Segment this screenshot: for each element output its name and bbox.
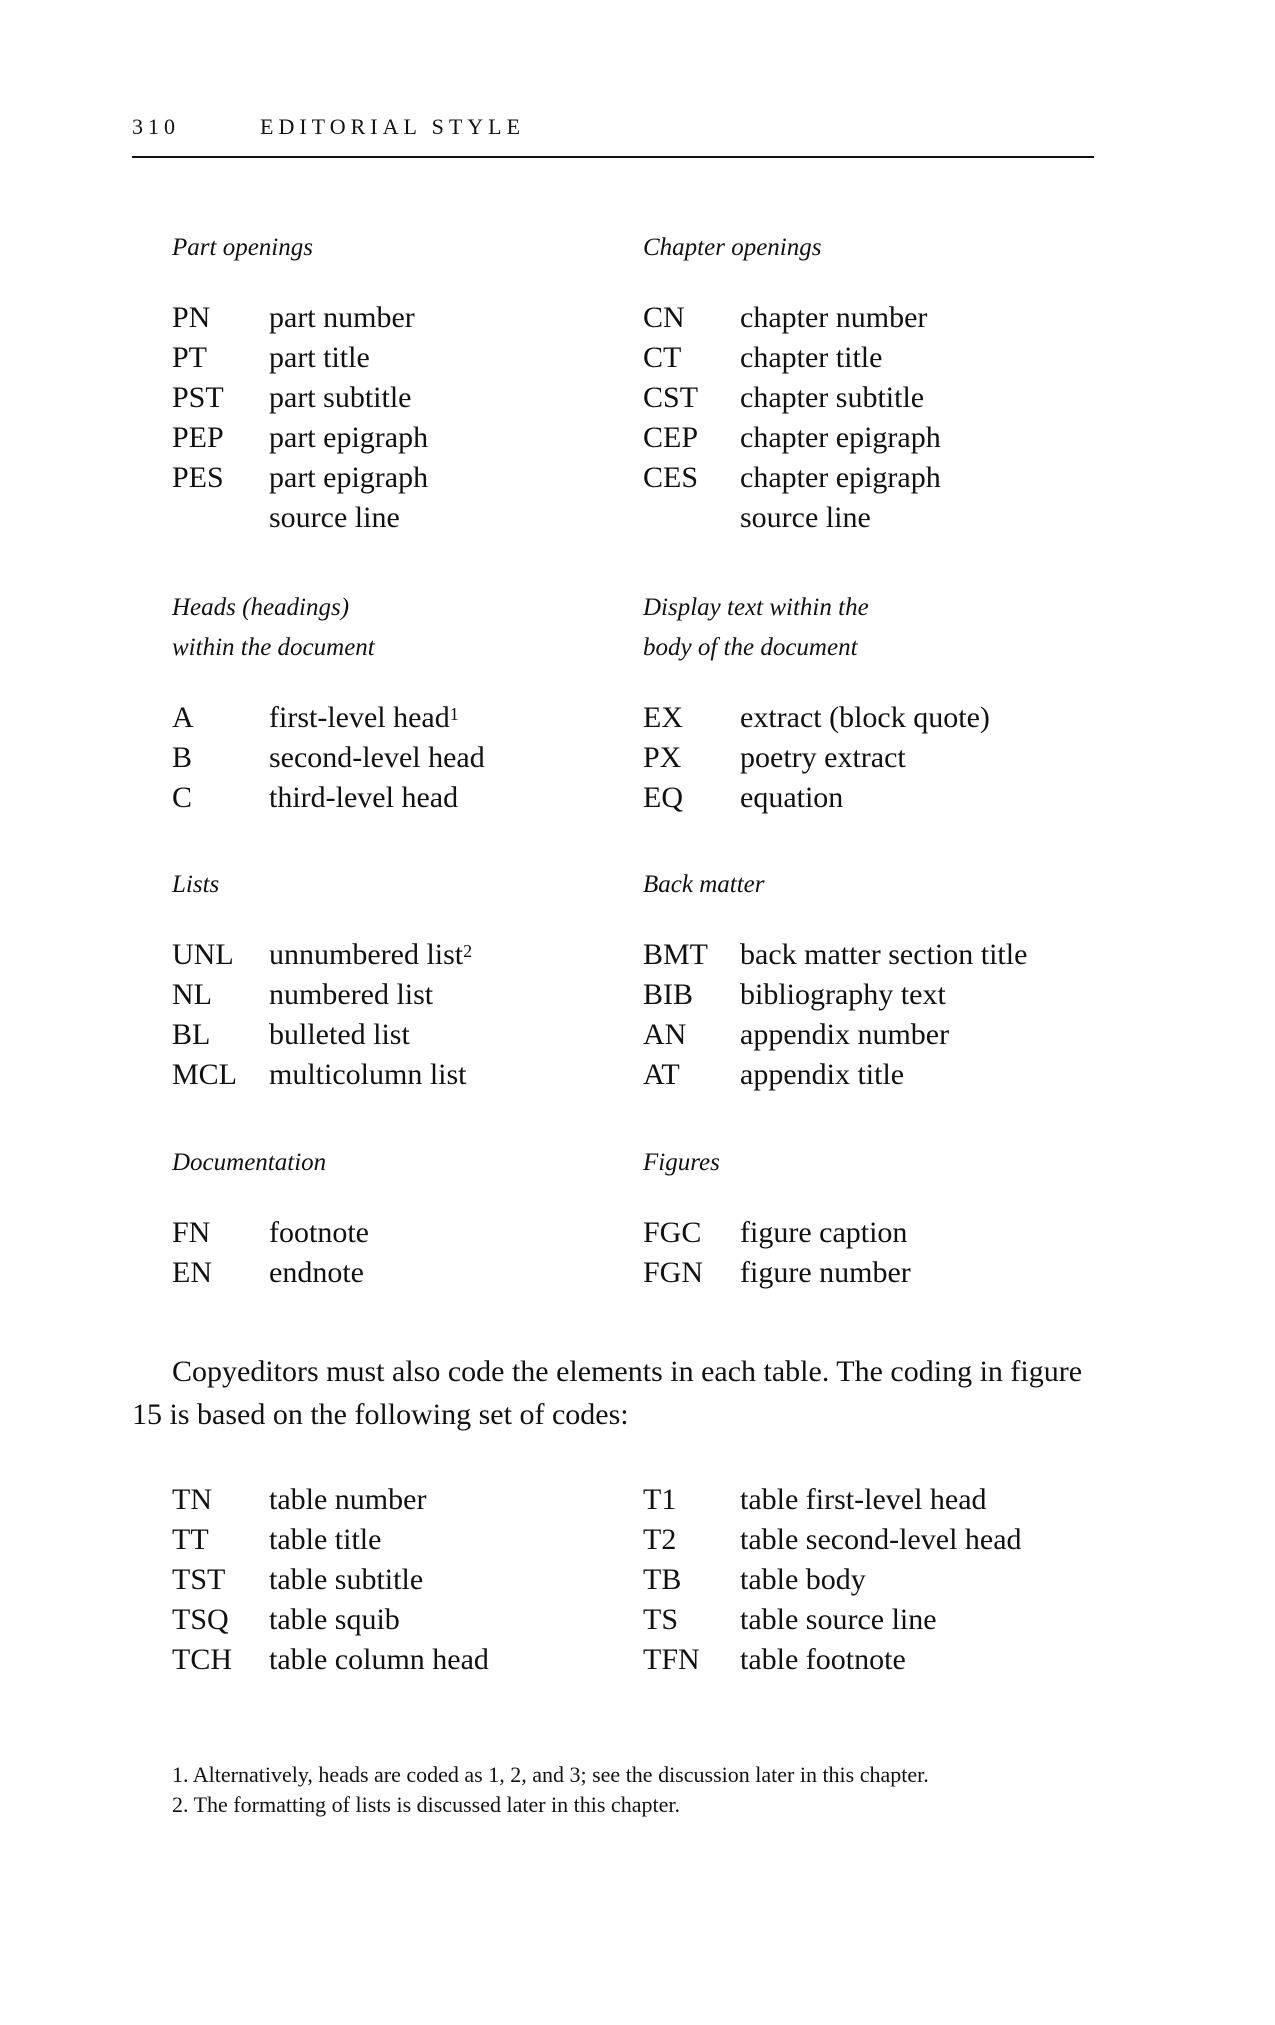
table-codes-left [172, 1480, 489, 1680]
code-abbreviation: CST [643, 381, 699, 414]
code-description-text: table body [740, 1563, 866, 1596]
code-description-text: part title [269, 341, 370, 374]
code-row [643, 698, 990, 738]
code-row [172, 975, 472, 1015]
code-description-text: table title [269, 1523, 382, 1556]
code-description-text: poetry extract [740, 741, 906, 774]
code-description-text: back matter section title [740, 938, 1028, 971]
code-description-text: chapter title [740, 341, 883, 374]
code-row [643, 298, 941, 338]
code-row [643, 338, 941, 378]
code-description-text: equation [740, 781, 844, 814]
code-description [740, 698, 990, 738]
code-description-text: table column head [269, 1643, 489, 1676]
code-description [740, 738, 906, 778]
code-row [172, 935, 472, 975]
code-description [740, 975, 946, 1015]
code-description-text: second-level head [269, 741, 485, 774]
footnote-1: 1. Alternatively, heads are coded as 1, 2, and 3; see the discussion later in this chapter. [172, 1762, 929, 1787]
code-abbreviation: B [172, 741, 193, 774]
code-description [269, 1480, 426, 1520]
code-description-text: third-level head [269, 781, 459, 814]
code-description [269, 1213, 369, 1253]
code-list [172, 935, 472, 1095]
code-description-text: footnote [269, 1216, 369, 1249]
code-description-text: chapter number [740, 301, 928, 334]
code-abbreviation: CN [643, 301, 685, 334]
group-heads [172, 588, 485, 818]
code-description-text: figure caption [740, 1216, 908, 1249]
body-paragraph [132, 1350, 1094, 1436]
table-codes-right [643, 1480, 1022, 1680]
code-list [172, 698, 485, 818]
page-number: 310 [132, 114, 180, 139]
code-abbreviation: FGC [643, 1216, 702, 1249]
code-abbreviation: FGN [643, 1256, 704, 1289]
code-abbreviation: AN [643, 1018, 687, 1051]
code-description [740, 338, 882, 378]
section-title: Display text within the body of the document [643, 594, 869, 661]
code-description-text: endnote [269, 1256, 364, 1289]
code-abbreviation: CEP [643, 421, 699, 454]
group-figures [643, 1143, 911, 1293]
code-list [172, 298, 428, 538]
code-abbreviation: TST [172, 1563, 226, 1596]
code-row [172, 1560, 489, 1600]
code-row [643, 738, 990, 778]
code-description [269, 1640, 489, 1680]
code-row [643, 1560, 1022, 1600]
code-description [740, 935, 1027, 975]
code-row [172, 698, 485, 738]
code-row [172, 1015, 472, 1055]
group-documentation [172, 1143, 369, 1293]
code-row [172, 1055, 472, 1095]
code-description [269, 698, 459, 738]
code-description-text: unnumbered list [269, 938, 464, 971]
code-row [172, 338, 428, 378]
code-abbreviation: A [172, 701, 194, 734]
code-abbreviation: TFN [643, 1643, 700, 1676]
section-title: Documentation [172, 1149, 327, 1176]
running-title: EDITORIAL STYLE [260, 114, 526, 139]
code-abbreviation: NL [172, 978, 212, 1011]
code-row [172, 378, 428, 418]
code-abbreviation: CES [643, 461, 699, 494]
code-description [269, 1055, 467, 1095]
code-description [269, 1253, 364, 1293]
code-row [643, 418, 941, 458]
code-row [643, 1015, 1027, 1055]
code-row [643, 458, 941, 538]
code-description-text: chapter subtitle [740, 381, 925, 414]
code-description [740, 1560, 866, 1600]
code-description [269, 1600, 400, 1640]
code-abbreviation: EQ [643, 781, 683, 814]
code-description [269, 778, 458, 818]
running-head [132, 112, 1094, 158]
section-title: Heads (headings) within the document [172, 594, 375, 661]
section-title: Back matter [643, 871, 765, 898]
code-row [172, 1600, 489, 1640]
code-description [269, 1560, 423, 1600]
code-description-text: part number [269, 301, 415, 334]
code-description [740, 458, 941, 538]
code-row [643, 975, 1027, 1015]
code-row [643, 378, 941, 418]
code-description-text: table squib [269, 1603, 400, 1636]
section-title: Chapter openings [643, 234, 822, 261]
code-abbreviation: TCH [172, 1643, 232, 1676]
code-row [172, 1640, 489, 1680]
code-abbreviation: FN [172, 1216, 211, 1249]
code-row [172, 418, 428, 458]
code-row [643, 778, 990, 818]
code-list [643, 698, 990, 818]
code-list [643, 935, 1027, 1095]
code-abbreviation: TS [643, 1603, 679, 1636]
code-description [740, 1015, 949, 1055]
code-abbreviation: UNL [172, 938, 234, 971]
code-description [269, 298, 415, 338]
code-row [643, 1055, 1027, 1095]
code-description-text: chapter epigraph [740, 421, 941, 454]
code-row [643, 1213, 911, 1253]
group-back-matter [643, 865, 1027, 1095]
code-abbreviation: CT [643, 341, 682, 374]
group-lists [172, 865, 472, 1095]
code-description-text: table subtitle [269, 1563, 424, 1596]
code-description-text: part subtitle [269, 381, 412, 414]
code-row [643, 1253, 911, 1293]
code-description [269, 338, 370, 378]
section-title: Part openings [172, 234, 313, 261]
code-row [172, 738, 485, 778]
code-abbreviation: EN [172, 1256, 212, 1289]
code-abbreviation: PX [643, 741, 682, 774]
group-display-text [643, 588, 990, 818]
code-row [643, 1600, 1022, 1640]
code-description-text: part epigraph [269, 421, 429, 454]
code-list [643, 1213, 911, 1293]
code-row [172, 298, 428, 338]
code-description [269, 738, 485, 778]
code-abbreviation: PST [172, 381, 224, 414]
code-description-text: part epigraph source line [269, 461, 429, 534]
code-description-text: table number [269, 1483, 427, 1516]
code-row [643, 1520, 1022, 1560]
code-description [740, 378, 924, 418]
code-description-text: first-level head [269, 701, 450, 734]
code-row [172, 778, 485, 818]
code-abbreviation: BL [172, 1018, 211, 1051]
code-description [740, 1520, 1022, 1560]
code-abbreviation: PEP [172, 421, 224, 454]
code-description [740, 1055, 904, 1095]
code-row [172, 1520, 489, 1560]
code-abbreviation: TB [643, 1563, 682, 1596]
code-description [740, 1640, 906, 1680]
code-description [740, 778, 843, 818]
code-description-text: table source line [740, 1603, 937, 1636]
section-title: Lists [172, 871, 220, 898]
code-description [269, 975, 433, 1015]
code-abbreviation: TN [172, 1483, 212, 1516]
code-description-text: chapter epigraph source line [740, 461, 941, 534]
footnote-2: 2. The formatting of lists is discussed later in this chapter. [172, 1792, 680, 1817]
code-row [643, 1480, 1022, 1520]
code-description [740, 1600, 937, 1640]
code-description [740, 418, 941, 458]
code-description-text: table footnote [740, 1643, 906, 1676]
code-abbreviation: BIB [643, 978, 694, 1011]
code-row [172, 458, 428, 538]
code-description [269, 935, 472, 975]
code-description-text: bulleted list [269, 1018, 410, 1051]
code-row [172, 1213, 369, 1253]
code-abbreviation: PN [172, 301, 211, 334]
paragraph-line-1: Copyeditors must also code the elements in each table. The coding in figure [172, 1355, 1083, 1388]
code-abbreviation: TT [172, 1523, 209, 1556]
footnotes [172, 1760, 1092, 1820]
code-abbreviation: AT [643, 1058, 680, 1091]
code-abbreviation: T1 [643, 1483, 677, 1516]
code-description-text: multicolumn list [269, 1058, 467, 1091]
code-description-text: extract (block quote) [740, 701, 990, 734]
code-description-text: appendix number [740, 1018, 950, 1051]
group-part-openings [172, 228, 428, 538]
code-list [172, 1213, 369, 1293]
code-description [740, 1253, 911, 1293]
code-description-text: table second-level head [740, 1523, 1022, 1556]
code-description [269, 458, 428, 538]
code-list [643, 298, 941, 538]
code-description [740, 298, 927, 338]
code-abbreviation: EX [643, 701, 683, 734]
code-description-text: table first-level head [740, 1483, 987, 1516]
section-title: Figures [643, 1149, 720, 1176]
code-row [172, 1253, 369, 1293]
code-row [643, 1640, 1022, 1680]
code-abbreviation: TSQ [172, 1603, 229, 1636]
code-abbreviation: BMT [643, 938, 709, 971]
code-abbreviation: PT [172, 341, 208, 374]
code-row [172, 1480, 489, 1520]
code-abbreviation: C [172, 781, 193, 814]
code-description [269, 1015, 410, 1055]
footnote-marker: 1 [449, 704, 459, 724]
code-description [740, 1213, 907, 1253]
code-description-text: figure number [740, 1256, 911, 1289]
group-chapter-openings [643, 228, 941, 538]
code-abbreviation: MCL [172, 1058, 238, 1091]
footnote-marker: 2 [463, 941, 473, 961]
code-description [740, 1480, 987, 1520]
code-description [269, 1520, 381, 1560]
code-description-text: appendix title [740, 1058, 905, 1091]
code-abbreviation: T2 [643, 1523, 677, 1556]
code-description-text: numbered list [269, 978, 434, 1011]
code-row [643, 935, 1027, 975]
code-description [269, 378, 411, 418]
code-description-text: bibliography text [740, 978, 946, 1011]
paragraph-line-2: 15 is based on the following set of codes: [132, 1398, 629, 1431]
code-abbreviation: PES [172, 461, 224, 494]
code-description [269, 418, 428, 458]
